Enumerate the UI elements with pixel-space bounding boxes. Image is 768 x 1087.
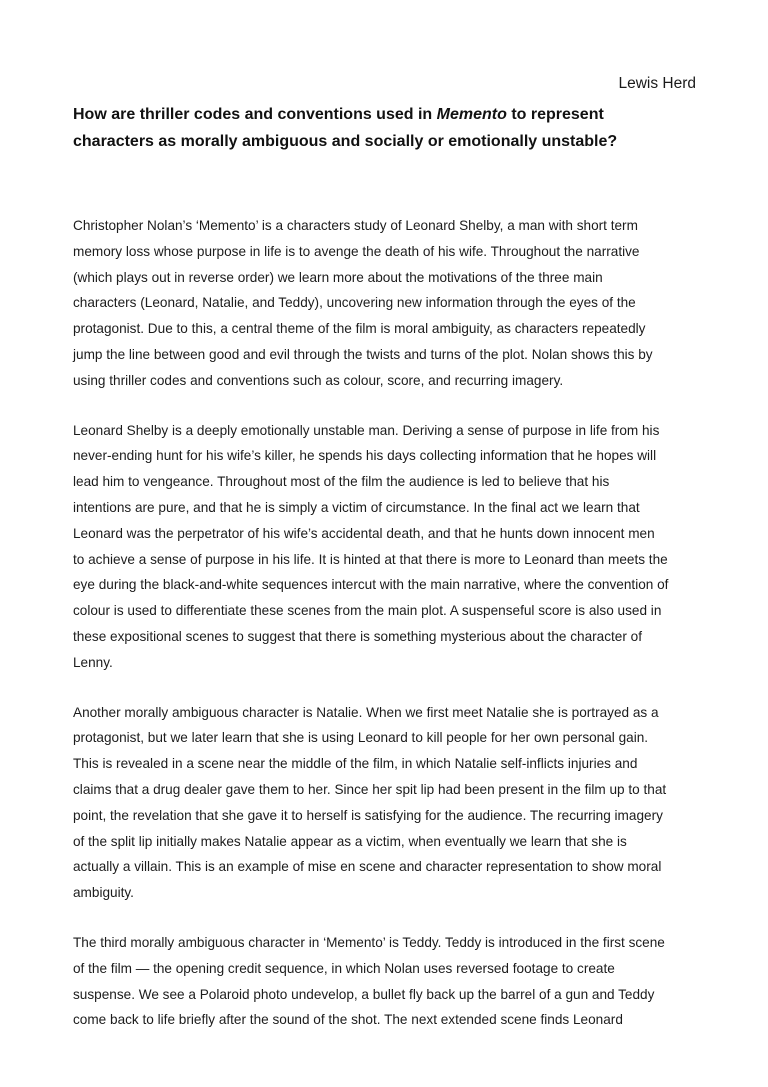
text-line: come back to life briefly after the sound of the shot. The next extended scene finds Leonard — [73, 1012, 623, 1028]
text-line: (which plays out in reverse order) we learn more about the motivations of the three main — [73, 269, 603, 285]
text-line: to achieve a sense of purpose in his life. It is hinted at that there is more to Leonard than meets the — [73, 551, 668, 567]
text-line: lead him to vengeance. Throughout most of the film the audience is led to believe that his — [73, 474, 610, 490]
text-line: characters (Leonard, Natalie, and Teddy), uncovering new information through the eyes of the — [73, 295, 636, 311]
text-line: Leonard was the perpetrator of his wife’s accidental death, and that he hunts down innocent men — [73, 525, 655, 541]
text-line: eye during the black-and-white sequences intercut with the main narrative, where the convention of — [73, 577, 669, 593]
title-text-before: How are thriller codes and conventions used in — [73, 106, 437, 123]
title-line-2: characters as morally ambiguous and socially or emotionally unstable? — [73, 133, 618, 150]
text-line: protagonist, but we later learn that she is using Leonard to kill people for her own personal gain. — [73, 730, 649, 746]
paragraph-teddy — [73, 930, 713, 1033]
essay-body — [73, 213, 713, 1057]
text-line: suspense. We see a Polaroid photo undevelop, a bullet fly back up the barrel of a gun and Teddy — [73, 986, 655, 1002]
text-line: these expositional scenes to suggest that there is something mysterious about the character of — [73, 628, 642, 644]
text-line: The third morally ambiguous character in ‘Memento’ is Teddy. Teddy is introduced in the first scene — [73, 934, 665, 950]
paragraph-natalie — [73, 700, 713, 906]
text-line: point, the revelation that she gave it to herself is satisfying for the audience. The recurring imagery — [73, 807, 663, 823]
text-line: protagonist. Due to this, a central theme of the film is moral ambiguity, as characters repeatedly — [73, 321, 646, 337]
text-line: using thriller codes and conventions such as colour, score, and recurring imagery. — [73, 372, 564, 388]
author-name: Lewis Herd — [618, 75, 696, 92]
paragraph-intro — [73, 213, 713, 394]
title-line-1 — [73, 101, 713, 128]
text-line: colour is used to differentiate these scenes from the main plot. A suspenseful score is also used in — [73, 603, 662, 619]
text-line: claims that a drug dealer gave them to her. Since her spit lip had been present in the film up to that — [73, 781, 667, 797]
film-title-italic: Memento — [436, 106, 507, 123]
essay-title — [73, 101, 713, 155]
text-line: of the split lip initially makes Natalie appear as a victim, when eventually we learn that she is — [73, 833, 627, 849]
text-line: Another morally ambiguous character is Natalie. When we first meet Natalie she is portrayed as a — [73, 704, 659, 720]
text-line: Leonard Shelby is a deeply emotionally unstable man. Deriving a sense of purpose in life from his — [73, 422, 660, 438]
text-line: memory loss whose purpose in life is to avenge the death of his wife. Throughout the narrative — [73, 243, 640, 259]
text-line: Christopher Nolan’s ‘Memento’ is a characters study of Leonard Shelby, a man with short term — [73, 218, 638, 233]
paragraph-leonard — [73, 418, 713, 676]
text-line: jump the line between good and evil through the twists and turns of the plot. Nolan shows this by — [73, 346, 653, 362]
text-line: intentions are pure, and that he is simply a victim of circumstance. In the final act we learn that — [73, 499, 640, 515]
text-line: This is revealed in a scene near the middle of the film, in which Natalie self-inflicts injuries and — [73, 756, 638, 772]
text-line: never-ending hunt for his wife’s killer, he spends his days collecting information that he hopes will — [73, 448, 657, 464]
text-line: actually a villain. This is an example of mise en scene and character representation to show moral — [73, 859, 662, 875]
text-line: Lenny. — [73, 654, 113, 670]
title-text-after: to represent — [506, 106, 604, 123]
text-line: ambiguity. — [73, 885, 134, 901]
text-line: of the film — the opening credit sequence, in which Nolan uses reversed footage to create — [73, 960, 615, 976]
